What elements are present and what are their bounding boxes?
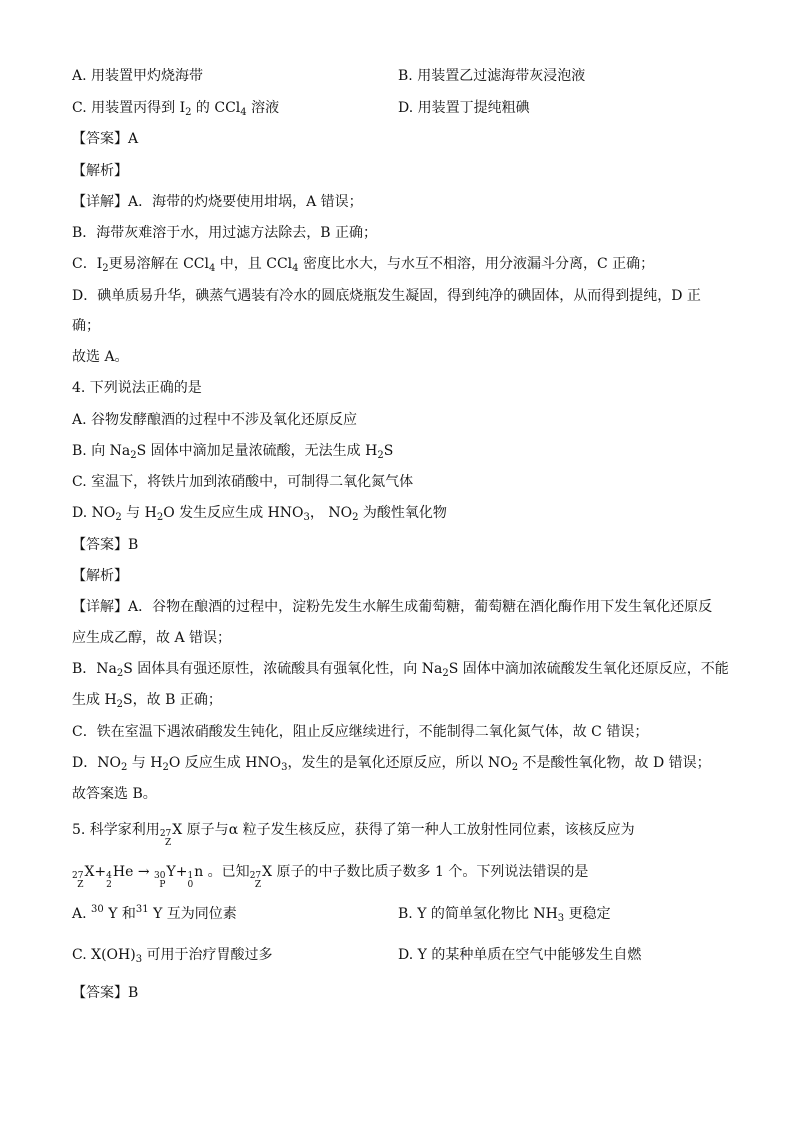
q3-detail-b: B．海带灰难溶于水，用过滤方法除去，B 正确； — [72, 225, 378, 241]
nuclide-symbol: 27 Z — [159, 829, 172, 848]
q5-option-c: C. $X(OH)_3$ 可用于治疗胃酸过多 — [72, 947, 273, 965]
q4-detail-c: C．铁在室温下遇浓硝酸发生钝化，阻止反应继续进行，不能制得二氧化氮气体，故 C 错误； — [72, 724, 649, 740]
q4-detail-b-line1: B．$Na_2S$ 固体具有强还原性，浓硫酸具有强氧化性，向 $Na_2S$ 固体中滴加浓硫酸发生氧化还原反应，不能 — [72, 661, 729, 679]
q5-option-a: A. $^{30}$ Y 和$^{31}$ Y 互为同位素 — [72, 904, 237, 922]
tail-x-nuclide: 27 Z — [249, 871, 262, 890]
q3-detail-a: 【详解】A．海带的灼烧要使用坩埚，A 错误； — [72, 194, 363, 210]
q4-answer: 【答案】B — [72, 537, 139, 553]
q4-detail-b-line2: 生成 $H_2S$，故 B 正确； — [72, 692, 222, 710]
q3-detail-d-line1: D．碘单质易升华，碘蒸气遇装有冷水的圆底烧瓶发生凝固，得到纯净的碘固体，从而得到提纯，D 正 — [72, 288, 701, 304]
q3-conclusion: 故选 A。 — [72, 349, 129, 365]
q4-option-a: A. 谷物发酵酿酒的过程中不涉及氧化还原反应 — [72, 412, 358, 428]
q4-option-d: D. $NO_2$ 与 $H_2O$ 发生反应生成 $HNO_3$， $NO_2$ 为酸性氧化物 — [72, 505, 447, 523]
alpha-symbol: α — [228, 822, 239, 838]
eq-x-nuclide: 27 Z — [72, 871, 84, 890]
reaction-arrow-icon: → — [133, 864, 155, 880]
q4-option-b: B. 向 $Na_2S$ 固体中滴加足量浓硫酸，无法生成 $H_2S$ — [72, 443, 394, 461]
q3-detail-c: C．$I_2$更易溶解在 CCl$_4$ 中，且 CCl$_4$ 密度比水大，与水互不相溶，用分液漏斗分离，C 正确； — [72, 256, 655, 274]
q3-option-d: D. 用装置丁提纯粗碘 — [398, 100, 530, 116]
q3-option-c: C. 用装置丙得到 $I_2$ 的 CCl$_4$ 溶液 — [72, 100, 280, 118]
q3-detail-d-line2: 确； — [72, 318, 100, 334]
q5-answer: 【答案】B — [72, 985, 139, 1001]
q5-option-d: D. Y 的某种单质在空气中能够发生自燃 — [398, 947, 642, 963]
q3-answer: 【答案】A — [72, 131, 139, 147]
q4-detail-d: D．$NO_2$ 与 $H_2O$ 反应生成 $HNO_3$，发生的是氧化还原反应，所以 $NO_2$ 不是酸性氧化物，故 D 错误； — [72, 755, 711, 773]
q5-equation-line: 27 Z X+ 4 2 He → 30 P Y+ 1 0 n 。已知 27 Z X 原子的中子数比质子数多 1 个。下列说法错误的是 — [72, 864, 589, 890]
eq-he-nuclide: 4 2 — [106, 871, 112, 890]
q4-analysis-label: 【解析】 — [72, 568, 128, 584]
q5-stem: 5. 科学家利用 27 Z X 原子与α 粒子发生核反应，获得了第一种人工放射性同位素，该核反应为 — [72, 822, 635, 848]
q4-conclusion: 故答案选 B。 — [72, 786, 157, 802]
q4-detail-a-line2: 应生成乙醇，故 A 错误； — [72, 630, 232, 646]
q4-detail-a-line1: 【详解】A．谷物在酿酒的过程中，淀粉先发生水解生成葡萄糖，葡萄糖在酒化酶作用下发生氧化还原反 — [72, 599, 713, 615]
q3-option-b: B. 用装置乙过滤海带灰浸泡液 — [398, 68, 586, 84]
q4-stem: 4. 下列说法正确的是 — [72, 380, 202, 396]
q5-option-b: B. Y 的简单氢化物比 $NH_3$ 更稳定 — [398, 906, 611, 924]
eq-y-nuclide: 30 P — [154, 871, 166, 890]
q3-analysis-label: 【解析】 — [72, 163, 128, 179]
eq-n-nuclide: 1 0 — [187, 871, 194, 890]
q3-option-a: A. 用装置甲灼烧海带 — [72, 68, 204, 84]
q4-option-c: C. 室温下，将铁片加到浓硝酸中，可制得二氧化氮气体 — [72, 474, 414, 490]
